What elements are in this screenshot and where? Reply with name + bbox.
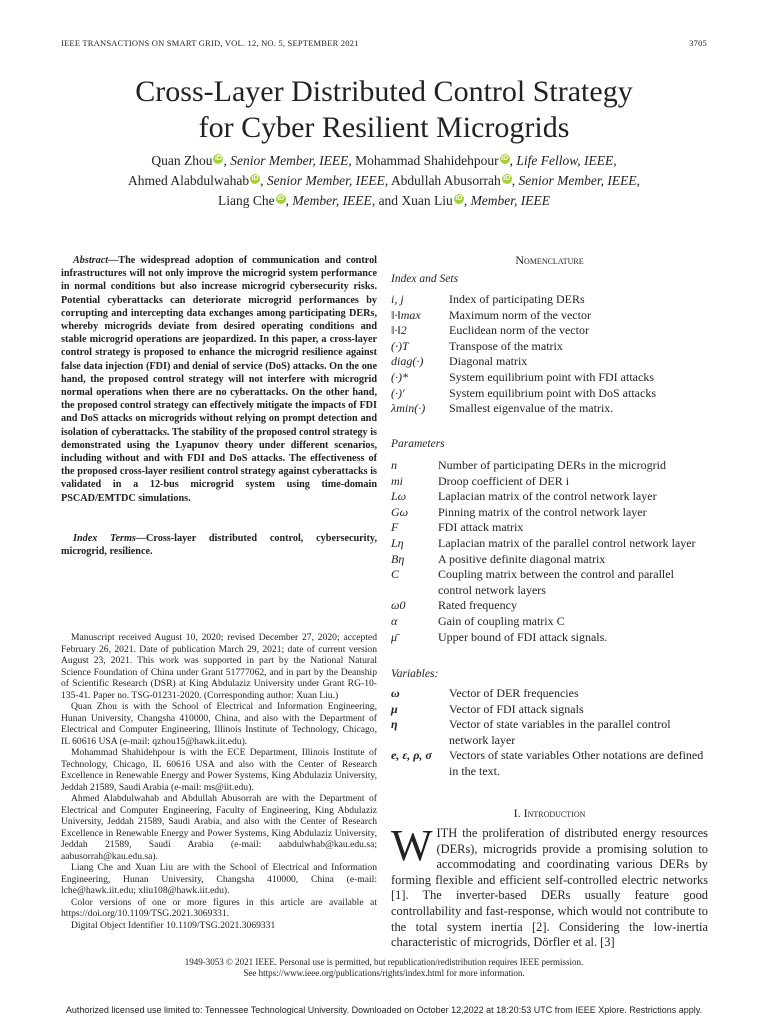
parameters-heading: Parameters <box>391 438 445 450</box>
nom-symbol: ‖·‖2 <box>391 323 407 338</box>
footnote-affiliation: Liang Che and Xuan Liu are with the School of Electrical and Information Engineering, Hunan University, Changsha 410000, China (e-mail: lche@hawk.iit.edu; xliu108@hawk.iit.edu). <box>61 862 377 896</box>
nom-symbol: Bη <box>391 551 405 566</box>
orcid-icon[interactable]: iD <box>214 155 222 162</box>
nom-desc: A positive definite diagonal matrix <box>438 551 606 566</box>
nom-row <box>391 386 708 402</box>
nom-desc: Laplacian matrix of the parallel control network layer <box>438 535 696 550</box>
nom-row <box>391 474 708 490</box>
nom-row <box>391 323 708 339</box>
nom-symbol: ω <box>391 686 400 700</box>
nom-symbol: mi <box>391 473 403 488</box>
running-header: IEEE TRANSACTIONS ON SMART GRID, VOL. 12, NO. 5, SEPTEMBER 2021 <box>61 38 359 48</box>
footnote-color-versions: Color versions of one or more figures in this article are available at https://doi.org/10.1109/TSG.2021.3069331. <box>61 896 377 919</box>
nom-row <box>391 614 708 630</box>
nom-desc: Transpose of the matrix <box>449 338 563 353</box>
paper-title-line2: for Cyber Resilient Microgrids <box>198 111 570 144</box>
nom-symbol: C <box>391 567 400 582</box>
nom-desc: Maximum norm of the vector <box>449 307 591 322</box>
copyright-line1: 1949-3053 © 2021 IEEE. Personal use is permitted, but republication/redistribution requires IEEE permission. <box>184 957 584 967</box>
nom-symbol: (·)* <box>391 369 408 384</box>
author-name: Xuan Liu <box>401 193 453 208</box>
nom-desc: Vector of FDI attack signals <box>449 701 584 716</box>
footnote-doi: Digital Object Identifier 10.1109/TSG.2021.3069331 <box>71 919 276 931</box>
author-role: Senior Member, IEEE <box>518 173 637 188</box>
nom-symbol: Lω <box>391 489 407 504</box>
nom-desc: Pinning matrix of the control network layer <box>438 504 647 519</box>
nom-row <box>391 401 708 417</box>
nom-desc: System equilibrium point with DoS attacks <box>449 385 656 400</box>
nom-symbol: (·)′ <box>391 385 405 400</box>
nom-desc: Coupling matrix between the control and parallel control network layers <box>438 567 674 597</box>
nom-row <box>391 489 708 505</box>
author-name: Mohammad Shahidehpour <box>355 153 499 168</box>
nom-symbol: i, j <box>391 292 404 306</box>
paper-title-line1: Cross-Layer Distributed Control Strategy <box>135 75 633 108</box>
nom-row <box>391 520 708 536</box>
nom-desc: Upper bound of FDI attack signals. <box>438 629 608 644</box>
nom-row <box>391 567 708 598</box>
nom-row <box>391 552 708 568</box>
nom-row <box>391 717 708 748</box>
nom-symbol: η <box>391 717 398 732</box>
page-number: 3705 <box>689 38 707 48</box>
nom-symbol: Gω <box>391 504 409 519</box>
orcid-icon[interactable]: iD <box>501 155 509 162</box>
nom-row <box>391 702 708 718</box>
author-line-1: Quan Zhou iD , Senior Member, IEEE, Mohammad Shahidehpour iD , Life Fellow, IEEE, <box>151 153 617 168</box>
nom-symbol: n <box>391 458 397 472</box>
abstract-text: The widespread adoption of communication and control infrastructures will not only improve the microgrid system performance in normal conditions but also increase microgrid cybersecurity risks. Potential cyberattacks can deteriorate microgrid performances by corrupting and intercepting data exchanges among participating DERs, whereby microgrids deviate from desired operating conditions and stable microgrid operations are jeopardized. In this paper, a cross-layer control strategy is proposed to enhance the microgrid resilience against false data injection (FDI) and denial of service (DoS) attacks. On the one hand, the proposed control strategy will not interfere with microgrid normal operations when there are no cyberattacks. On the other hand, the proposed control strategy can effectively mitigate the impacts of FDI and DoS attacks on microgrids without relying on prompt detection and isolation of cyberattacks. The stability of the proposed control strategy is demonstrated using the Lyapunov theory under different scenarios, including without and with FDI and DoS attacks. The effectiveness of the proposed cross-layer resilient control strategy against cyberattacks is validated in a 12-bus microgrid system using time-domain PSCAD/EMTDC simulations. <box>61 255 377 504</box>
abstract-label: Abstract <box>73 255 109 266</box>
index-sets-list <box>391 292 708 417</box>
author-line-3: Liang Che iD , Member, IEEE, and Xuan Liu iD , Member, IEEE <box>217 193 551 208</box>
nom-symbol: λmin(·) <box>391 401 426 416</box>
nom-symbol: F <box>391 520 399 535</box>
index-terms-label: Index Terms <box>73 533 136 544</box>
nom-row <box>391 354 708 370</box>
nom-symbol: diag(·) <box>391 354 424 369</box>
parameters-list <box>391 458 708 645</box>
footnote-manuscript: Manuscript received August 10, 2020; revised December 27, 2020; accepted February 26, 2021. Date of publication March 29, 2021; date of current version August 23, 2021. This work was supported in part by the National Natural Science Foundation of China under Grant 51777062, and in part by the Deanship of Scientific Research (DSR) at King Abdulaziz University under Grant RG-10-135-41. Paper no. TSG-01231-2020. (Corresponding author: Xuan Liu.) <box>61 632 377 701</box>
orcid-icon[interactable]: iD <box>455 195 463 202</box>
nom-desc: FDI attack matrix <box>438 520 524 535</box>
index-terms-text: Cross-layer distributed control, cybersecurity, microgrid, resilience. <box>61 533 377 558</box>
nom-row <box>391 370 708 386</box>
nom-row <box>391 536 708 552</box>
nom-desc: Number of participating DERs in the microgrid <box>438 458 666 472</box>
nom-desc: Vector of DER frequencies <box>449 686 579 700</box>
index-terms: Index Terms—Cross-layer distributed control, cybersecurity, microgrid, resilience. <box>61 533 377 558</box>
nom-row <box>391 308 708 324</box>
dropcap: W <box>391 821 433 870</box>
nom-desc: Smallest eigenvalue of the matrix. <box>449 401 614 416</box>
author-name: Ahmed Alabdulwahab <box>127 173 250 188</box>
nom-symbol: ‖·‖max <box>391 307 421 322</box>
nom-row <box>391 505 708 521</box>
author-name: Liang Che <box>217 193 275 208</box>
nom-desc: Diagonal matrix <box>449 354 528 369</box>
nom-symbol: ω0 <box>391 598 406 613</box>
nom-symbol: α <box>391 613 398 628</box>
nomenclature-heading: Nomenclature <box>515 253 584 267</box>
orcid-icon[interactable]: iD <box>503 175 511 182</box>
nom-row <box>391 748 708 779</box>
nom-row <box>391 630 708 646</box>
orcid-icon[interactable]: iD <box>251 175 259 182</box>
authorized-use-notice: Authorized licensed use limited to: Tennessee Technological University. Downloaded on October 12,2022 at 18:20:53 UTC from IEEE Xplore. Restrictions apply. <box>65 1005 703 1015</box>
copyright-line2: See https://www.ieee.org/publications/rights/index.html for more information. <box>243 968 525 978</box>
index-sets-heading: Index and Sets <box>391 273 459 285</box>
footnotes <box>61 632 377 931</box>
author-role: Member, IEEE <box>470 193 551 208</box>
nom-desc: Euclidean norm of the vector <box>449 323 589 338</box>
author-role: Life Fellow, IEEE <box>516 153 614 168</box>
author-line-2: Ahmed Alabdulwahab iD , Senior Member, IEEE, Abdullah Abusorrah iD , Senior Member, IEEE, <box>127 173 641 188</box>
author-role: Member, IEEE <box>292 193 372 208</box>
nom-symbol: Lη <box>391 535 404 550</box>
nom-desc: Vector of state variables in the parallel control network layer <box>449 717 671 747</box>
nom-desc: Vectors of state variables Other notations are defined in the text. <box>449 748 704 778</box>
nom-desc: Laplacian matrix of the control network layer <box>438 489 657 504</box>
nom-desc: Gain of coupling matrix C <box>438 613 565 628</box>
nom-symbol: μ <box>391 701 398 716</box>
abstract: Abstract—The widespread adoption of communication and control infrastructures will not only improve the microgrid system performance in normal conditions but also increase microgrid cybersecurity risks. Potential cyberattacks can deteriorate microgrid performances by corrupting and intercepting data exchanges among participating DERs, whereby microgrids deviate from desired operating conditions and stable microgrid operations are jeopardized. In this paper, a cross-layer control strategy is proposed to enhance the microgrid resilience against false data injection (FDI) and denial of service (DoS) attacks. On the one hand, the proposed control strategy will not interfere with microgrid normal operations when there are no cyberattacks. On the other hand, the proposed control strategy can effectively mitigate the impacts of FDI and DoS attacks on microgrids without relying on prompt detection and isolation of cyberattacks. The stability of the proposed control strategy is demonstrated using the Lyapunov theory under different scenarios, including without and with FDI and DoS attacks. The effectiveness of the proposed cross-layer resilient control strategy against cyberattacks is validated in a 12-bus microgrid system using time-domain PSCAD/EMTDC simulations. <box>61 255 377 504</box>
nom-desc: Droop coefficient of DER i <box>438 473 570 488</box>
footnote-affiliation: Mohammad Shahidehpour is with the ECE Department, Illinois Institute of Technology, Chicago, IL 60616 USA and also with the Center of Research Excellence in Renewable Energy and Power Systems, King Abdulaziz University, Jeddah 21589, Saudi Arabia (e-mail: ms@iit.edu). <box>61 747 377 793</box>
nom-symbol: (·)T <box>391 338 409 353</box>
nom-symbol: e, ε, ρ, σ <box>391 748 432 763</box>
nom-desc: Rated frequency <box>438 598 517 613</box>
nom-desc: Index of participating DERs <box>449 292 585 306</box>
nom-symbol: μ̄ <box>391 629 398 644</box>
orcid-icon[interactable]: iD <box>277 195 285 202</box>
author-name: Abdullah Abusorrah <box>390 173 501 188</box>
introduction-heading: I. Introduction <box>513 806 586 820</box>
author-role: Senior Member, IEEE <box>266 173 385 188</box>
variables-heading: Variables: <box>391 668 439 680</box>
introduction-body <box>391 821 708 951</box>
footnote-affiliation: Ahmed Alabdulwahab and Abdullah Abusorrah are with the Department of Electrical and Computer Engineering, Faculty of Engineering, King Abdulaziz University, Jeddah 21589, Saudi Arabia, and also with the Center of Research Excellence in Renewable Energy and Power Systems, King Abdulaziz University, Jeddah 21589, Saudi Arabia (e-mail: aabdulwhab@kau.edu.sa; aabusorrah@kau.edu.sa). <box>61 793 377 862</box>
nom-row <box>391 292 708 308</box>
nom-row <box>391 458 708 474</box>
nom-desc: System equilibrium point with FDI attacks <box>449 369 654 384</box>
variables-list <box>391 686 708 780</box>
author-role: Senior Member, IEEE <box>230 153 349 168</box>
nom-row <box>391 598 708 614</box>
footnote-affiliation: Quan Zhou is with the School of Electrical and Information Engineering, Hunan University, Changsha 410000, China, and also with the Department of Electrical and Computer Engineering, Illinois Institute of Technology, Chicago, IL 60616 USA (e-mail: qzhou15@hawk.iit.edu). <box>61 701 377 747</box>
nom-row <box>391 339 708 355</box>
nom-row <box>391 686 708 702</box>
introduction-text: ITH the proliferation of distributed energy resources (DERs), microgrids provide a promising solution to accommodating and coordinating various DERs by forming flexible and efficient self-controlled electric networks [1]. The inverter-based DERs usually feature good controllability and fast-response, which would not contribute to the total system inertia [2]. Considering the low-inertia characteristic of microgrids, Dörfler et al. [3] <box>391 826 708 950</box>
author-name: Quan Zhou <box>151 153 213 168</box>
